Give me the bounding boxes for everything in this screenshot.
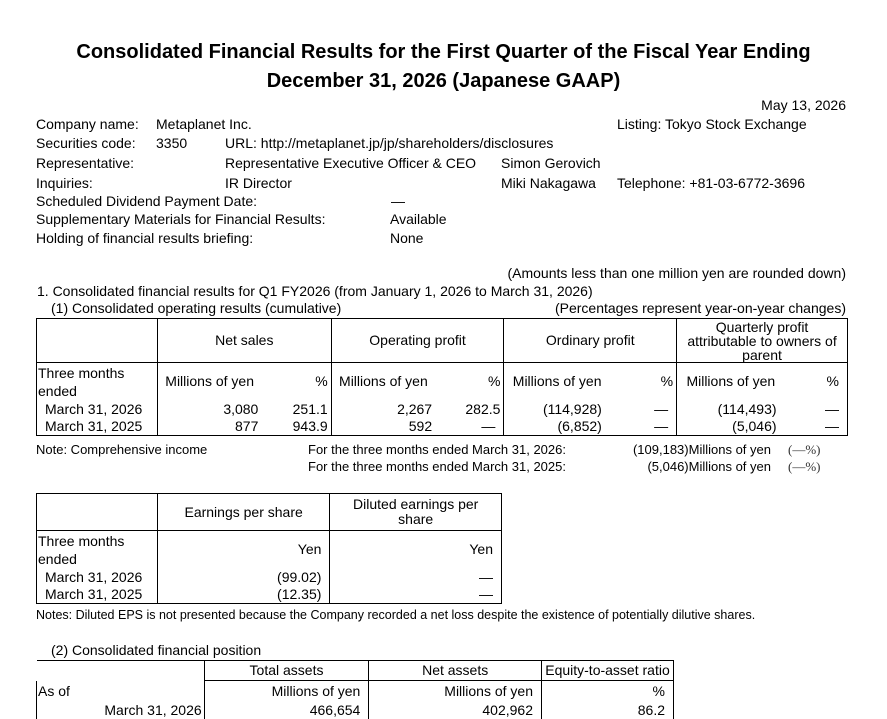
amounts-note: (Amounts less than one million yen are rounded down) bbox=[507, 265, 846, 281]
row-label: March 31, 2025 bbox=[37, 586, 158, 604]
unit-operating-profit: Millions of yen bbox=[339, 373, 428, 390]
comprehensive-income-row2-pct: (—%) bbox=[788, 459, 821, 474]
quarterly-profit-pct: — bbox=[785, 418, 848, 436]
operating-results-subtitle: (1) Consolidated operating results (cumulative) bbox=[51, 300, 342, 316]
diluted-eps-value: — bbox=[330, 586, 502, 604]
quarterly-profit-value: (114,493) bbox=[717, 400, 777, 417]
section1-title: 1. Consolidated financial results for Q1 FY2026 (from January 1, 2026 to March 31, 2026) bbox=[37, 283, 593, 299]
unit-ordinary-profit-pct: % bbox=[610, 363, 677, 401]
report-title-line1: Consolidated Financial Results for the First Quarter of the Fiscal Year Ending bbox=[76, 41, 811, 63]
header-ordinary-profit: Ordinary profit bbox=[504, 319, 677, 363]
header-total-assets: Total assets bbox=[204, 661, 369, 681]
operating-results-table bbox=[36, 318, 848, 436]
diluted-eps-value: — bbox=[330, 569, 502, 586]
financial-position-subtitle: (2) Consolidated financial position bbox=[51, 642, 262, 658]
row-label: March 31, 2025 bbox=[37, 418, 158, 436]
company-url: URL: http://metaplanet.jp/jp/shareholders/disclosures bbox=[225, 135, 554, 151]
ordinary-profit-pct: — bbox=[610, 418, 677, 436]
header-blank-cell bbox=[37, 494, 158, 531]
representative-label: Representative: bbox=[36, 155, 135, 171]
header-equity-ratio: Equity-to-asset ratio bbox=[541, 661, 673, 681]
header-blank-cell bbox=[37, 661, 205, 681]
unit-quarterly-profit: Millions of yen bbox=[686, 373, 776, 390]
table-row bbox=[37, 586, 502, 604]
unit-total-assets: Millions of yen bbox=[204, 681, 369, 702]
unit-eps: Yen bbox=[157, 531, 330, 569]
net-sales-pct: 251.1 bbox=[261, 401, 331, 418]
ordinary-profit-pct: — bbox=[610, 401, 677, 418]
header-eps: Earnings per share bbox=[157, 494, 330, 531]
operating-profit-value: 592 bbox=[331, 418, 435, 436]
report-date: May 13, 2026 bbox=[761, 97, 846, 113]
comprehensive-income-row1-text: For the three months ended March 31, 2026: bbox=[308, 442, 566, 457]
eps-value: (99.02) bbox=[157, 569, 330, 586]
dividend-date-label: Scheduled Dividend Payment Date: bbox=[36, 193, 258, 209]
unit-net-sales: Millions of yen bbox=[165, 373, 254, 390]
operating-profit-value: 2,267 bbox=[397, 400, 433, 417]
comprehensive-income-row1-pct: (—%) bbox=[788, 442, 821, 457]
row-label: March 31, 2026 bbox=[37, 702, 205, 719]
unit-ordinary-profit: Millions of yen bbox=[512, 373, 602, 390]
period-label-line1: Three months bbox=[38, 364, 125, 381]
comprehensive-income-row1-value: (109,183)Millions of yen bbox=[632, 442, 771, 457]
net-assets-value: 402,962 bbox=[369, 702, 542, 719]
row-label: March 31, 2026 bbox=[37, 569, 158, 586]
unit-net-sales-pct: % bbox=[261, 363, 331, 401]
comprehensive-income-row2-text: For the three months ended March 31, 2025: bbox=[308, 459, 566, 474]
header-quarterly-profit-line1: Quarterly profit bbox=[715, 318, 809, 335]
briefing-label: Holding of financial results briefing: bbox=[36, 230, 254, 246]
header-quarterly-profit-line3: parent bbox=[742, 346, 782, 363]
unit-quarterly-profit-pct: % bbox=[785, 363, 848, 401]
equity-ratio-value: 86.2 bbox=[541, 702, 673, 719]
quarterly-profit-pct: — bbox=[785, 401, 848, 418]
inquiries-name: Miki Nakagawa bbox=[501, 175, 596, 191]
net-sales-value: 877 bbox=[157, 418, 261, 436]
eps-value: (12.35) bbox=[157, 586, 330, 604]
net-sales-pct: 943.9 bbox=[261, 418, 331, 436]
briefing-value: None bbox=[390, 230, 424, 246]
header-blank-cell bbox=[37, 319, 158, 363]
supplementary-value: Available bbox=[390, 211, 447, 227]
net-sales-value: 3,080 bbox=[223, 400, 259, 417]
telephone: Telephone: +81-03-6772-3696 bbox=[617, 175, 805, 191]
unit-net-assets: Millions of yen bbox=[369, 681, 542, 702]
financial-position-table bbox=[36, 660, 674, 719]
period-label-line2: ended bbox=[38, 550, 77, 567]
operating-profit-pct: — bbox=[435, 418, 504, 436]
total-assets-value: 466,654 bbox=[204, 702, 369, 719]
comprehensive-income-row2-value: (5,046)Millions of yen bbox=[647, 459, 771, 474]
listing: Listing: Tokyo Stock Exchange bbox=[617, 116, 807, 132]
report-title-line2: December 31, 2026 (Japanese GAAP) bbox=[266, 70, 621, 92]
header-quarterly-profit bbox=[677, 319, 848, 363]
dividend-date-value: — bbox=[391, 193, 405, 209]
header-quarterly-profit-line2: attributable to owners of bbox=[687, 332, 837, 349]
header-net-assets: Net assets bbox=[369, 661, 542, 681]
ordinary-profit-value: (6,852) bbox=[504, 418, 610, 436]
unit-diluted-eps: Yen bbox=[330, 531, 502, 569]
ordinary-profit-value: (114,928) bbox=[542, 400, 602, 417]
table-row bbox=[37, 401, 848, 418]
period-label-line1: Three months bbox=[38, 532, 125, 549]
securities-code: 3350 bbox=[156, 135, 188, 151]
quarterly-profit-value: (5,046) bbox=[677, 418, 785, 436]
eps-note: Notes: Diluted EPS is not presented because the Company recorded a net loss despite the existence of potentially dilutive shares. bbox=[36, 608, 756, 622]
company-name: Metaplanet Inc. bbox=[156, 116, 252, 132]
period-label-cell bbox=[37, 531, 158, 569]
header-diluted-eps-line1: Diluted earnings per bbox=[353, 496, 479, 512]
table-row bbox=[37, 418, 848, 436]
inquiries-title: IR Director bbox=[225, 175, 292, 191]
unit-operating-profit-pct: % bbox=[435, 363, 504, 401]
header-diluted-eps-line2: share bbox=[398, 511, 434, 527]
header-diluted-eps bbox=[330, 494, 502, 531]
representative-title: Representative Executive Officer & CEO bbox=[225, 155, 477, 171]
table-row bbox=[37, 702, 674, 719]
unit-equity-ratio: % bbox=[541, 681, 673, 702]
supplementary-label: Supplementary Materials for Financial Results: bbox=[36, 211, 326, 227]
header-operating-profit: Operating profit bbox=[331, 319, 504, 363]
operating-profit-pct: 282.5 bbox=[435, 401, 504, 418]
comprehensive-income-label: Note: Comprehensive income bbox=[36, 442, 208, 457]
table-row bbox=[37, 569, 502, 586]
percentages-note: (Percentages represent year-on-year changes) bbox=[554, 300, 846, 316]
inquiries-label: Inquiries: bbox=[36, 175, 93, 191]
header-net-sales: Net sales bbox=[157, 319, 331, 363]
period-label-cell bbox=[37, 363, 158, 401]
row-label: March 31, 2026 bbox=[37, 401, 158, 418]
as-of-label: As of bbox=[37, 681, 205, 702]
period-label-line2: ended bbox=[38, 382, 77, 399]
eps-table bbox=[36, 493, 502, 604]
securities-code-label: Securities code: bbox=[36, 135, 136, 151]
representative-name: Simon Gerovich bbox=[501, 155, 601, 171]
company-name-label: Company name: bbox=[36, 116, 139, 132]
